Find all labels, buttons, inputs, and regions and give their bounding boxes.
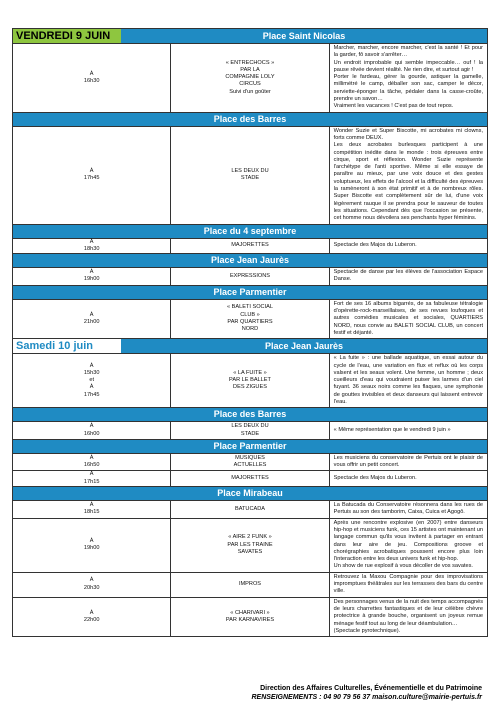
act-line: STADE: [240, 175, 260, 182]
venue-name: Place Jean Jaurès: [264, 340, 344, 351]
time-line: 16h00: [83, 430, 100, 437]
description-paragraph: Un endroit improbable qui semble impeccable… ouf ! la pause rêvée devient réalité. Ne rien dire, et surtout agir !: [333, 59, 483, 73]
act-line: LES DEUX DU: [231, 167, 269, 174]
event-act: [171, 471, 329, 487]
act-line: « BALETI SOCIAL: [226, 304, 273, 311]
description-paragraph: Fort de ses 16 albums bigarrés, de sa fabuleuse tétralogie d'opérette-rock-marseillaises, de ses revues loufoques et autres comédies musicales et sociales, QUARTIERS NORD, nous convie au BALETI SOCIAL CLUB, un concert festif et déjanté.: [333, 300, 483, 336]
time-line: 19h00: [83, 545, 100, 552]
description-paragraph: Spectacle des Majos du Luberon.: [333, 475, 417, 482]
time-line: 15h30: [83, 369, 100, 376]
time-line: À: [89, 577, 94, 584]
time-line: 18h15: [83, 509, 100, 516]
description-paragraph: Des personnages venus de la nuit des temps accompagnés de leurs charrettes fantastiques et de leur célèbre chèvre protectrice à grande bouche, organisent un joyeux remue ménage festif tout au long de leur déambulation…: [333, 598, 483, 627]
event-act: [171, 501, 329, 519]
act-line: MAJORETTES: [231, 242, 269, 249]
event-act: [171, 453, 329, 471]
time-line: et: [89, 377, 94, 384]
event-time: [13, 268, 171, 286]
description-paragraph: Marcher, marcher, encore marcher, c'est la santé ! Et pour la garder, fô savoir s'arrêter…: [333, 45, 483, 59]
act-line: CIRCUS: [239, 81, 261, 88]
time-line: À: [89, 70, 94, 77]
time-line: 17h15: [83, 478, 100, 485]
event-act: [171, 268, 329, 286]
act-line: EXPRESSIONS: [229, 272, 271, 279]
description-paragraph: Après une rencontre explosive (en 2007) entre danseurs hip-hop et musiciens funk, ces 15 artistes ont maintenant un langage commun qu'ils vous invitent à partager en entrant dans leur aire de jeu. Compositions groove et chorégraphies acrobatiques poussent encore plus loin l'interaction entre les deux univers funk et hip-hop.: [333, 519, 483, 563]
event-time: [13, 238, 171, 254]
footer-department: Direction des Affaires Culturelles, Événementielle et du Patrimoine: [260, 685, 482, 692]
act-line: COMPAGNIE LOLY: [225, 74, 275, 81]
description-paragraph: Retrouvez la Maxou Compagnie pour des improvisations impromptues théâtrales sur les terrasses des bars du centre ville.: [333, 573, 483, 595]
time-line: À: [89, 311, 94, 318]
event-act: [171, 597, 329, 636]
description-paragraph: Les deux acrobates burlesques participent à une compétition inédite dans le monde : trois épreuves entre cirque, sport et réflexion. Wonder Suzie représente l'archétype de l'anti sportive. Même si elle essaye de paraître au mieux, par une voix douce et des gestes voluptueux, les effets de l'alcool et la difficulté des épreuves la ramèneront à son état primitif et à de nombreux rôles. Super Biscotte est complètement sûr de lui, d'une voix légèrement rauque il se prendra pour le sauveur de toutes les situations. Cependant dès que l'occasion se présente, cet homme nous dévoilera ses penchants hyper féminins.: [333, 142, 483, 222]
act-line: MUSIQUES: [235, 454, 265, 461]
event-time: [13, 572, 171, 597]
program-table: [12, 28, 488, 637]
event-description: [329, 238, 487, 254]
event-row: [13, 299, 488, 338]
time-line: À: [89, 167, 94, 174]
day-header-cell: [13, 29, 488, 44]
event-description: [329, 572, 487, 597]
event-row: [13, 471, 488, 487]
day-name: Samedi 10 juin: [13, 339, 121, 353]
event-row: [13, 597, 488, 636]
act-line: SAVATES: [237, 548, 263, 555]
event-description: [329, 422, 487, 440]
description-paragraph: Un show de rue explosif à vous décoller de vos savates.: [333, 563, 473, 570]
day-header-row: [13, 339, 488, 354]
act-line: Suivi d'un goûter: [229, 88, 271, 95]
time-line: À: [89, 502, 94, 509]
event-row: [13, 354, 488, 408]
time-line: 17h45: [83, 175, 100, 182]
description-paragraph: Porter le fardeau, gérer la gourde, astiquer la gamelle, millimétré le camp, déballer son sac, camper le décor, serviette-éponger la tâche, pédaler dans la casse-croûte, prendre un savon…: [333, 74, 483, 103]
program-table-container: [12, 28, 488, 637]
description-paragraph: Spectacle des Majos du Luberon.: [333, 242, 417, 249]
event-description: [329, 518, 487, 572]
event-time: [13, 471, 171, 487]
event-time: [13, 126, 171, 224]
act-line: « LA FUITE »: [233, 369, 267, 376]
time-line: À: [89, 537, 94, 544]
venue-row: [13, 224, 488, 238]
event-row: [13, 44, 488, 113]
event-description: [329, 471, 487, 487]
act-line: MAJORETTES: [231, 475, 269, 482]
event-row: [13, 572, 488, 597]
act-line: IMPROS: [238, 581, 262, 588]
act-line: « ENTRECHOCS »: [225, 59, 275, 66]
event-act: [171, 299, 329, 338]
day-header-row: [13, 29, 488, 44]
venue-row: [13, 254, 488, 268]
event-description: [329, 354, 487, 408]
event-act: [171, 44, 329, 113]
footer-contact: RENSEIGNEMENTS : 04 90 79 56 37 maison.culture@mairie-pertuis.fr: [251, 694, 482, 701]
event-time: [13, 299, 171, 338]
time-line: 21h00: [83, 318, 100, 325]
venue-name: Place Jean Jaurès: [13, 254, 488, 268]
time-line: 17h45: [83, 391, 100, 398]
time-line: À: [89, 384, 94, 391]
event-time: [13, 44, 171, 113]
description-paragraph: Vraiment les vacances ! C'est pas de tout repos.: [333, 103, 454, 110]
act-line: PAR LES TRAINE: [227, 541, 273, 548]
event-description: [329, 44, 487, 113]
event-time: [13, 501, 171, 519]
time-line: 20h30: [83, 584, 100, 591]
time-line: 16h30: [83, 77, 100, 84]
time-line: À: [89, 471, 94, 478]
description-paragraph: Les musiciens du conservatoire de Pertuis ont le plaisir de vous offrir un petit concert.: [333, 454, 483, 469]
time-line: 16h50: [83, 462, 100, 469]
act-line: DES ZIGUES: [233, 384, 267, 391]
act-line: PAR LA: [240, 66, 260, 73]
event-row: [13, 453, 488, 471]
act-line: ACTUELLES: [233, 462, 267, 469]
venue-row: [13, 487, 488, 501]
time-line: 18h30: [83, 245, 100, 252]
time-line: À: [89, 609, 94, 616]
event-row: [13, 268, 488, 286]
event-row: [13, 126, 488, 224]
event-time: [13, 453, 171, 471]
time-line: 19h00: [83, 276, 100, 283]
event-act: [171, 354, 329, 408]
event-description: [329, 126, 487, 224]
event-row: [13, 501, 488, 519]
day-header-cell: [13, 339, 488, 354]
act-line: BATUCADA: [234, 505, 266, 512]
event-description: [329, 299, 487, 338]
venue-name: Place Parmentier: [13, 285, 488, 299]
venue-row: [13, 408, 488, 422]
time-line: À: [89, 454, 94, 461]
description-paragraph: « La fuite » : une ballade aquatique, un essai autour du cycle de l'eau, une variation en flux et reflux où les corps valsent et les seaux volent. Une femme, un homme ; deux cueilleurs d'eau qui voudraient puiser les larmes d'un ciel fuyant. 36 seaux noirs comme les flaques, une symphonie de gouttes invisibles et deux danseurs qui laissent entrevoir l'eau.: [333, 355, 483, 405]
act-line: STADE: [240, 430, 260, 437]
venue-name: Place Saint Nicolas: [262, 30, 346, 41]
time-line: 22h00: [83, 616, 100, 623]
description-paragraph: Spectacle de danse par les élèves de l'association Espace Danse.: [333, 269, 483, 283]
day-name: VENDREDI 9 JUIN: [13, 29, 121, 43]
event-time: [13, 518, 171, 572]
event-description: [329, 453, 487, 471]
description-paragraph: (Spectacle pyrotechnique).: [333, 627, 401, 634]
venue-name: Place Parmentier: [13, 439, 488, 453]
time-line: À: [89, 423, 94, 430]
event-row: [13, 518, 488, 572]
event-row: [13, 238, 488, 254]
event-description: [329, 597, 487, 636]
venue-row: [13, 439, 488, 453]
day-band: [13, 339, 487, 353]
act-line: « AIRE 2 FUNK »: [228, 534, 272, 541]
act-line: PAR QUARTIERS: [227, 318, 273, 325]
event-time: [13, 422, 171, 440]
event-act: [171, 238, 329, 254]
event-act: [171, 126, 329, 224]
time-line: À: [89, 269, 94, 276]
venue-row: [13, 112, 488, 126]
event-description: [329, 501, 487, 519]
act-line: PAR LE BALLET: [229, 377, 271, 384]
description-paragraph: Wonder Suzie et Super Biscotte, mi acrobates mi clowns, forts comme DEUX.: [333, 127, 483, 141]
event-description: [329, 268, 487, 286]
event-act: [171, 572, 329, 597]
act-line: NORD: [241, 326, 259, 333]
act-line: « CHARIVARI »: [230, 609, 270, 616]
venue-name: Place des Barres: [13, 112, 488, 126]
event-act: [171, 422, 329, 440]
act-line: PAR KARNAVIRES: [225, 616, 275, 623]
description-paragraph: La Batucada du Conservatoire résonnera dans les rues de Pertuis au son des tamborim, Caixa, Cuica et Agogô.: [333, 502, 483, 516]
event-time: [13, 597, 171, 636]
venue-name: Place Mirabeau: [13, 487, 488, 501]
act-line: LES DEUX DU: [231, 423, 269, 430]
day-band: [13, 29, 487, 43]
time-line: À: [89, 238, 94, 245]
time-line: À: [89, 362, 94, 369]
footer: [251, 684, 482, 702]
venue-name: Place des Barres: [13, 408, 488, 422]
venue-name: Place du 4 septembre: [13, 224, 488, 238]
venue-row: [13, 285, 488, 299]
description-paragraph: « Même représentation que le vendredi 9 juin »: [333, 426, 451, 433]
event-time: [13, 354, 171, 408]
event-row: [13, 422, 488, 440]
act-line: CLUB »: [240, 311, 260, 318]
event-act: [171, 518, 329, 572]
